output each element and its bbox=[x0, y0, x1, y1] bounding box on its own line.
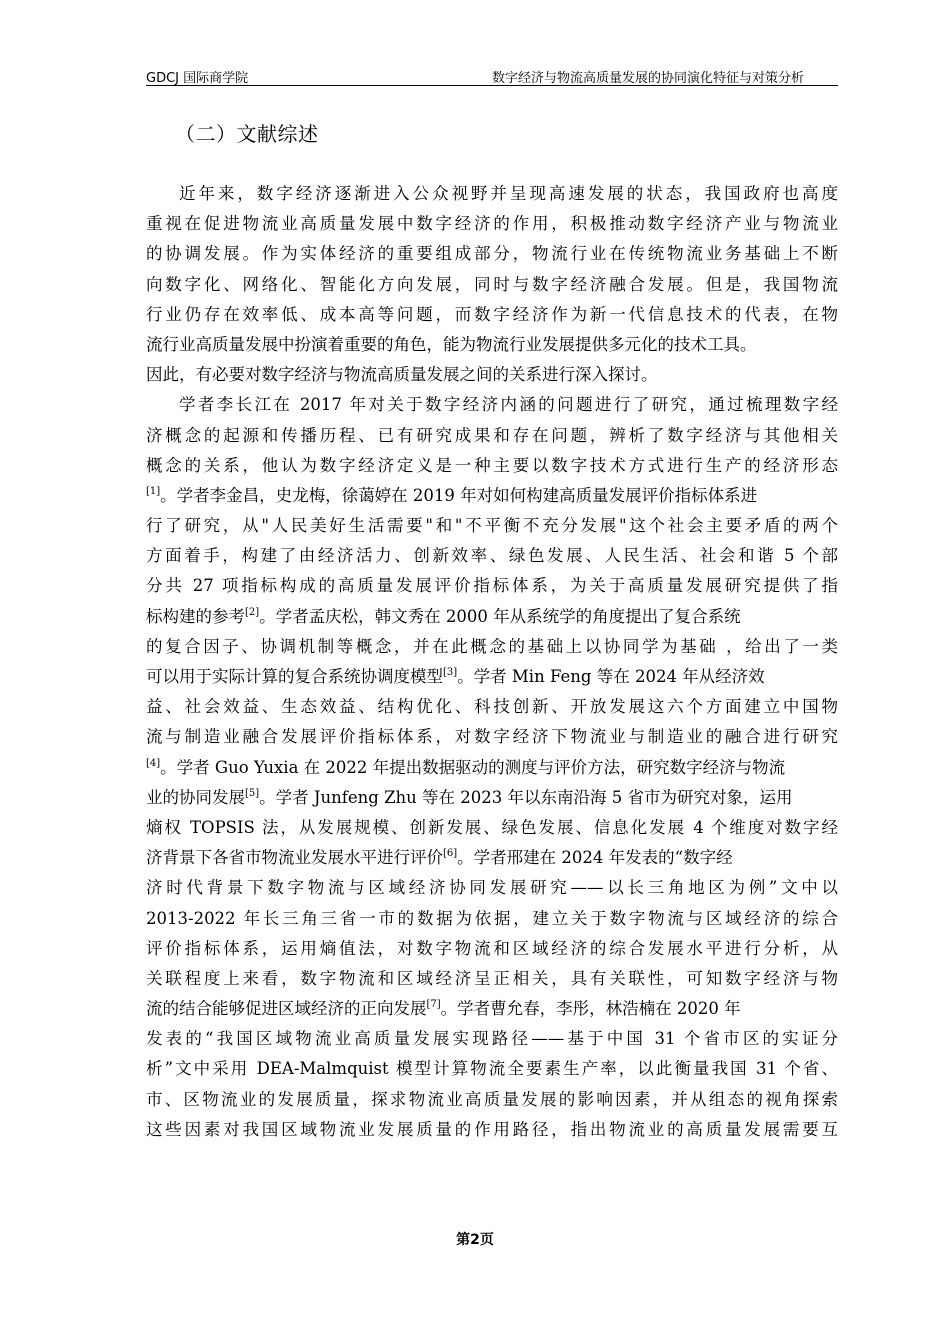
text-span: 。学者曹允春，李彤，林浩楠在 2020 年 bbox=[440, 999, 741, 1019]
text-line bbox=[146, 481, 838, 511]
text-line: 益、社会效益、生态效益、结构优化、科技创新、开放发展这六个方面建立中国物 bbox=[146, 697, 838, 717]
citation-ref[interactable]: [4] bbox=[146, 757, 161, 769]
text-span: 。学者邢建在 2024 年发表的“数字经 bbox=[457, 848, 733, 868]
text-line: 向数字化、网络化、智能化方向发展，同时与数字经济融合发展。但是，我国物流 bbox=[146, 274, 838, 294]
text-line: 的复合因子、协调机制等概念，并在此概念的基础上以协同学为基础 ，给出了一类 bbox=[146, 636, 838, 656]
text-line: 评价指标体系，运用熵值法，对数字物流和区域经济的综合发展水平进行分析，从 bbox=[146, 938, 838, 958]
text-line bbox=[146, 843, 838, 873]
header-institution: GDCJ 国际商学院 bbox=[146, 71, 249, 86]
citation-ref[interactable]: [7] bbox=[426, 999, 441, 1011]
text-line bbox=[146, 602, 838, 632]
text-line: 因此，有必要对数字经济与物流高质量发展之间的关系进行深入探讨。 bbox=[146, 365, 658, 385]
text-span: 可以用于实际计算的复合系统协调度模型 bbox=[146, 667, 443, 686]
page-number: 第2页 bbox=[456, 1232, 494, 1248]
text-line: 流行业高质量发展中扮演着重要的角色，能为物流行业发展提供多元化的技术工具。 bbox=[146, 334, 757, 354]
text-span: 。学者孟庆松，韩文秀在 2000 年从系统学的角度提出了复合系统 bbox=[259, 606, 741, 626]
text-line: 析”文中采用 DEA-Malmquist 模型计算物流全要素生产率，以此衡量我国 31 个省、 bbox=[146, 1059, 838, 1079]
text-span: 。学者 Junfeng Zhu 等在 2023 年以东南沿海 5 省市为研究对象，运用 bbox=[259, 787, 793, 807]
text-line: 关联程度上来看，数字物流和区域经济呈正相关，具有关联性，可知数字经济与物 bbox=[146, 968, 838, 988]
citation-ref[interactable]: [3] bbox=[443, 667, 458, 678]
text-line: 行业仍存在效率低、成本高等问题，而数字经济作为新一代信息技术的代表，在物 bbox=[146, 304, 838, 324]
text-line: 概念的关系，他认为数字经济定义是一种主要以数字技术方式进行生产的经济形态 bbox=[146, 455, 838, 475]
text-line bbox=[146, 994, 838, 1024]
text-line: 济概念的起源和传播历程、已有研究成果和存在问题，辨析了数字经济与其他相关 bbox=[146, 425, 838, 445]
text-line bbox=[146, 783, 838, 813]
header-paper-title: 数字经济与物流高质量发展的协同演化特征与对策分析 bbox=[491, 71, 804, 86]
text-line: 重视在促进物流业高质量发展中数字经济的作用，积极推动数字经济产业与物流业 bbox=[146, 214, 838, 234]
text-line: 学者李长江在 2017 年对关于数字经济内涵的问题进行了研究，通过梳理数字经 bbox=[179, 395, 838, 415]
text-line: 发表的“我国区域物流业高质量发展实现路径——基于中国 31 个省市区的实证分 bbox=[146, 1029, 838, 1049]
text-line: 近年来，数字经济逐渐进入公众视野并呈现高速发展的状态，我国政府也高度 bbox=[179, 184, 838, 203]
text-line: 市、区物流业的发展质量，探求物流业高质量发展的影响因素，并从组态的视角探索 bbox=[146, 1089, 838, 1109]
text-line: 方面着手，构建了由经济活力、创新效率、绿色发展、人民生活、社会和谐 5 个部 bbox=[146, 546, 838, 566]
text-line: 行了研究，从"人民美好生活需要"和"不平衡不充分发展"这个社会主要矛盾的两个 bbox=[146, 516, 838, 536]
header-divider bbox=[146, 85, 838, 86]
text-span: 业的协同发展 bbox=[146, 787, 245, 807]
citation-ref[interactable]: [2] bbox=[245, 606, 260, 618]
text-line bbox=[146, 753, 838, 783]
text-line: 分共 27 项指标构成的高质量发展评价指标体系，为关于高质量发展研究提供了指 bbox=[146, 576, 838, 596]
text-line bbox=[146, 662, 838, 692]
text-line: 这些因素对我国区域物流业发展质量的作用路径，指出物流业的高质量发展需要互 bbox=[146, 1119, 838, 1139]
body-text bbox=[146, 179, 838, 1145]
text-span: 济背景下各省市物流业发展水平进行评价 bbox=[146, 848, 443, 868]
text-span: 。学者 Min Feng 等在 2024 年从经济效 bbox=[457, 667, 765, 686]
citation-ref[interactable]: [1] bbox=[146, 485, 161, 497]
citation-ref[interactable]: [5] bbox=[245, 787, 260, 799]
text-line: 的协调发展。作为实体经济的重要组成部分，物流行业在传统物流业务基础上不断 bbox=[146, 244, 838, 264]
section-title: （二）文献综述 bbox=[175, 122, 319, 146]
text-line: 济时代背景下数字物流与区域经济协同发展研究——以长三角地区为例”文中以 bbox=[146, 878, 838, 898]
text-line: 2013-2022 年长三角三省一市的数据为依据，建立关于数字物流与区域经济的综合 bbox=[146, 908, 838, 928]
text-span: 。学者 Guo Yuxia 在 2022 年提出数据驱动的测度与评价方法，研究数字经济与物流 bbox=[160, 757, 786, 777]
text-span: 流的结合能够促进区域经济的正向发展 bbox=[146, 999, 427, 1019]
text-span: 标构建的参考 bbox=[146, 606, 245, 626]
text-line: 流与制造业融合发展评价指标体系，对数字经济下物流业与制造业的融合进行研究 bbox=[146, 727, 838, 747]
text-span: 。学者李金昌，史龙梅，徐蔼婷在 2019 年对如何构建高质量发展评价指标体系进 bbox=[160, 485, 758, 505]
citation-ref[interactable]: [6] bbox=[443, 848, 458, 860]
text-line: 熵权 TOPSIS 法，从发展规模、创新发展、绿色发展、信息化发展 4 个维度对数字经 bbox=[146, 817, 838, 837]
